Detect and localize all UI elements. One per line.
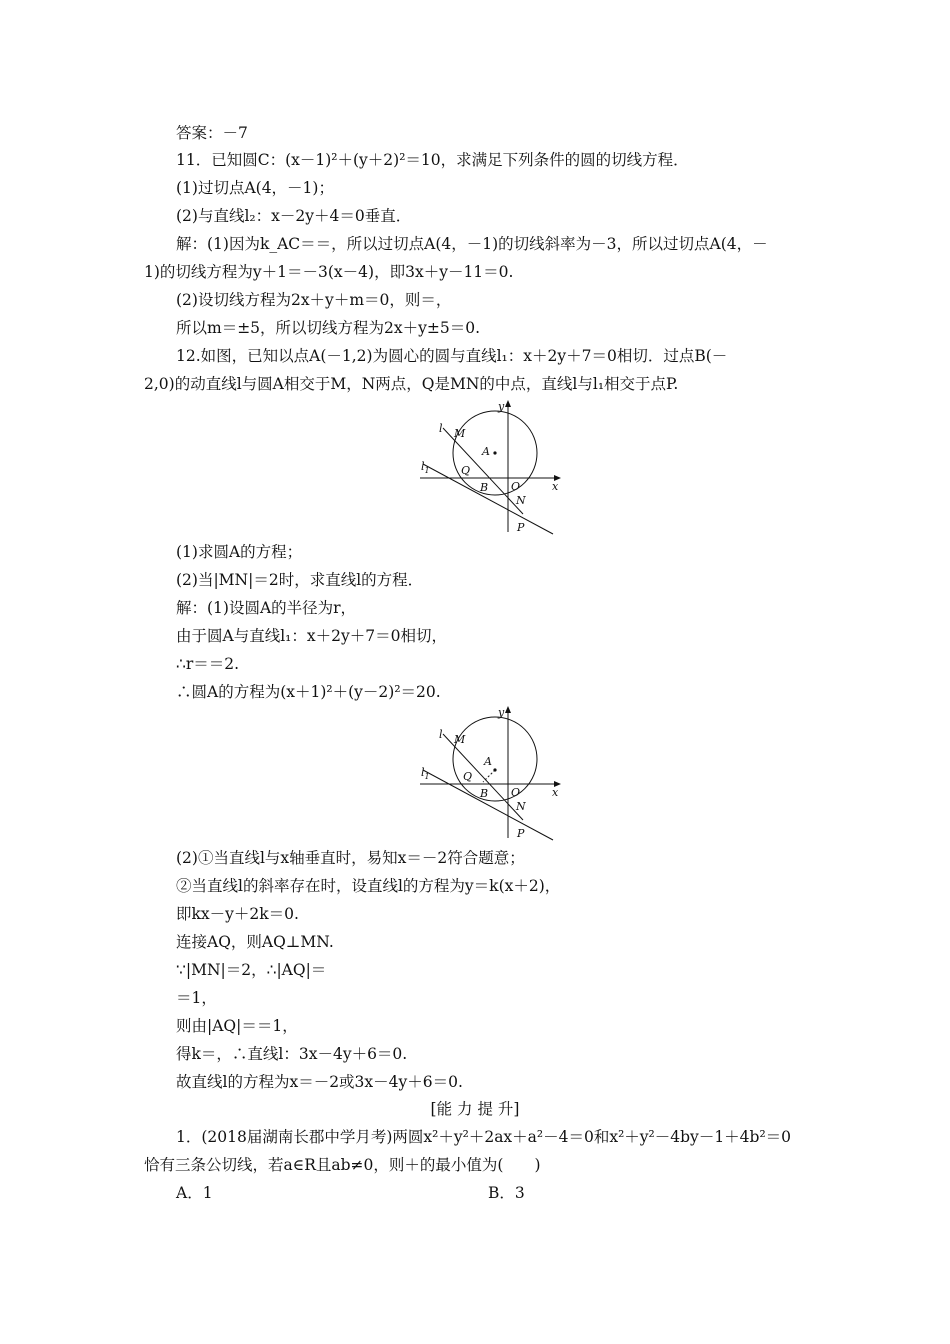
line-sol12-j: ＝1， — [176, 989, 217, 1007]
line-sol12-g: 即kx－y＋2k＝0. — [176, 905, 299, 923]
line-sol12-b: 由于圆A与直线l₁：x＋2y＋7＝0相切， — [176, 627, 447, 645]
line-answer: 答案：－7 — [176, 124, 248, 142]
line-sol11-b: 1)的切线方程为y＋1＝－3(x－4)，即3x＋y－11＝0. — [144, 263, 514, 281]
label-N: N — [516, 800, 526, 813]
line-sol12-a: 解：(1)设圆A的半径为r， — [176, 599, 357, 617]
label-x: x — [552, 480, 559, 493]
label-O: O — [511, 786, 521, 799]
line-sol12-e: (2)①当直线l与x轴垂直时，易知x＝－2符合题意； — [176, 849, 525, 867]
label-M: M — [454, 733, 466, 746]
figure-circle-1 — [415, 396, 565, 536]
line-sol12-l: 得k＝，∴直线l：3x－4y＋6＝0. — [176, 1045, 408, 1063]
label-B: B — [480, 481, 489, 494]
option-a: A．1 — [176, 1184, 213, 1202]
line-sol12-m: 故直线l的方程为x＝－2或3x－4y＋6＝0. — [176, 1073, 463, 1091]
label-N: N — [516, 494, 526, 507]
line-sol12-h: 连接AQ，则AQ⊥MN. — [176, 933, 334, 951]
line-sol12-c: ∴r＝＝2. — [176, 655, 240, 673]
label-l1: $l_1$ — [421, 460, 430, 475]
label-B: B — [480, 787, 489, 800]
label-l: l — [439, 728, 443, 741]
label-M: M — [454, 427, 466, 440]
line-sol12-d: ∴圆A的方程为(x＋1)²＋(y－2)²＝20. — [176, 683, 441, 701]
line-q12-1: (1)求圆A的方程； — [176, 543, 303, 561]
line-sol12-k: 则由|AQ|＝＝1， — [176, 1017, 298, 1035]
label-Q: Q — [461, 464, 471, 477]
label-y: y — [498, 706, 505, 719]
line-q11: 11．已知圆C：(x－1)²＋(y＋2)²＝10，求满足下列条件的圆的切线方程． — [176, 151, 689, 169]
line-p1-a: 1．(2018届湖南长郡中学月考)两圆x²＋y²＋2ax＋a²－4＝0和x²＋y²－4by－1＋4b²＝0 — [176, 1128, 792, 1146]
label-O: O — [511, 480, 521, 493]
line-sol11-a: 解：(1)因为k_AC＝＝，所以过切点A(4，－1)的切线斜率为－3，所以过切点A(4，－ — [176, 235, 768, 253]
section-heading: [能 力 提 升] — [430, 1100, 520, 1118]
label-Q: Q — [463, 770, 473, 783]
option-b: B．3 — [488, 1184, 525, 1202]
label-y: y — [498, 400, 505, 413]
line-q11-1: (1)过切点A(4，－1)； — [176, 179, 334, 197]
line-q12-a: 12.如图，已知以点A(－1,2)为圆心的圆与直线l₁：x＋2y＋7＝0相切．过点B(－ — [176, 347, 728, 365]
label-l: l — [439, 422, 443, 435]
line-sol11-d: 所以m＝±5，所以切线方程为2x＋y±5＝0. — [176, 319, 481, 337]
line-p1-b: 恰有三条公切线，若a∈R且ab≠0，则＋的最小值为( ) — [144, 1156, 541, 1174]
label-l1: $l_1$ — [421, 766, 430, 781]
label-P: P — [517, 827, 525, 840]
label-P: P — [517, 521, 525, 534]
line-sol12-i: ∵|MN|＝2，∴|AQ|＝ — [176, 961, 327, 979]
line-sol12-f: ②当直线l的斜率存在时，设直线l的方程为y＝k(x＋2)， — [176, 877, 561, 895]
line-q12-b: 2,0)的动直线l与圆A相交于M，N两点，Q是MN的中点，直线l与l₁相交于点P. — [144, 375, 679, 393]
label-A: A — [484, 755, 492, 768]
line-q12-2: (2)当|MN|＝2时，求直线l的方程． — [176, 571, 424, 589]
figure-circle-2 — [415, 702, 565, 842]
line-q11-2: (2)与直线l₂：x－2y＋4＝0垂直． — [176, 207, 412, 225]
label-x: x — [552, 786, 559, 799]
line-sol11-c: (2)设切线方程为2x＋y＋m＝0，则＝， — [176, 291, 452, 309]
label-A: A — [482, 445, 490, 458]
